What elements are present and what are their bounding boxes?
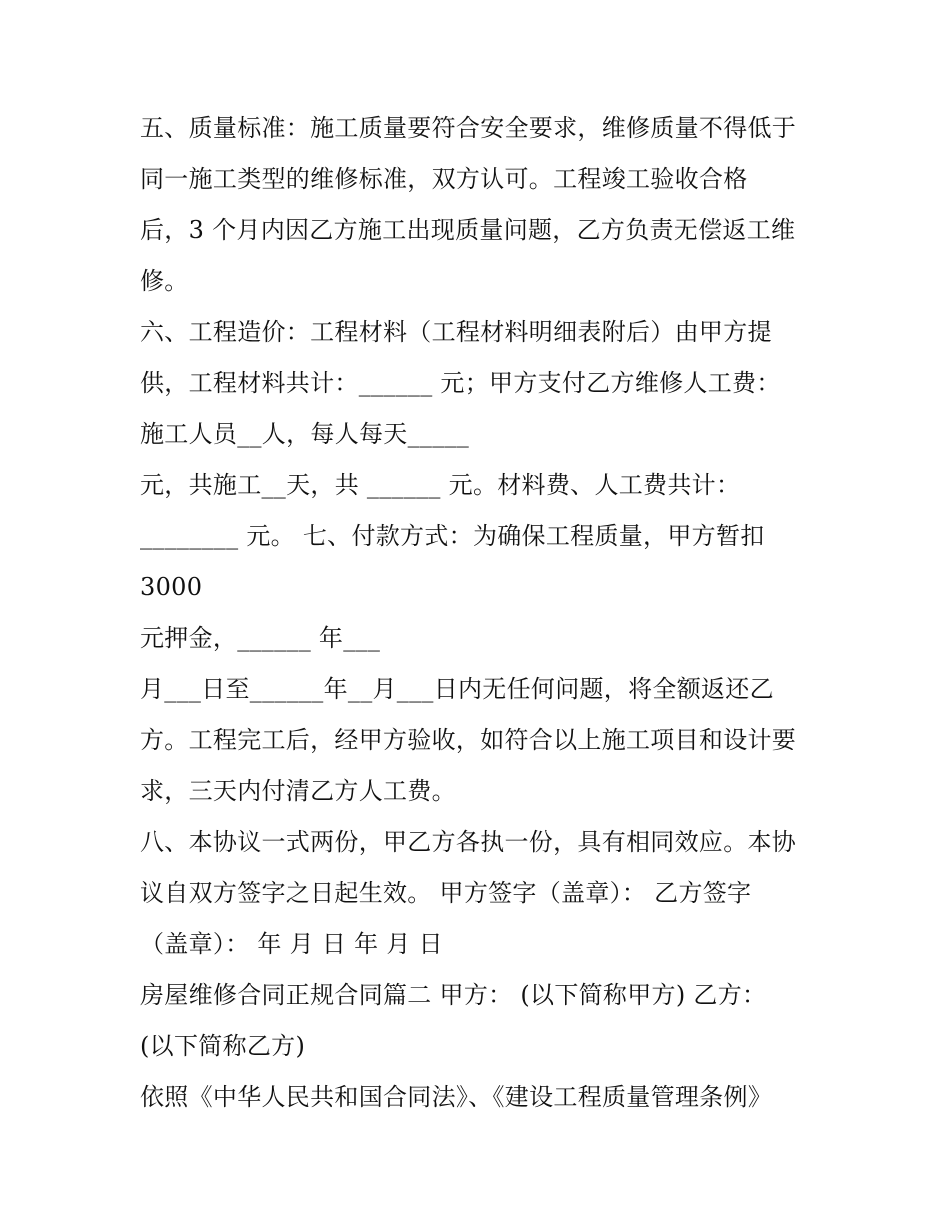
text-line: 依照《中华人民共和国合同法》、《建设工程质量管理条例》 [140,1083,773,1111]
text-line: 3000 [140,573,203,601]
text-line: 六、工程造价：工程材料（工程材料明细表附后）由甲方提 [140,318,772,346]
text-line: 求，三天内付清乙方人工费。 [140,777,456,805]
text-line: 施工人员__人，每人每天_____ [140,420,470,448]
text-line: (以下简称乙方) [140,1032,306,1060]
text-line: （盖章）： 年 月 日 年 月 日 [140,930,443,958]
text-line: 修。 [140,267,189,295]
text-line: ________ 元。 七、付款方式：为确保工程质量，甲方暂扣 [140,522,765,550]
text-line: 元押金，______ 年___ [140,624,381,652]
text-line: 八、本协议一式两份，甲乙方各执一份，具有相同效应。本协 [140,828,797,856]
text-line: 供，工程材料共计：______ 元；甲方支付乙方维修人工费： [140,369,781,397]
document-body [140,103,830,1123]
text-line: 五、质量标准：施工质量要符合安全要求，维修质量不得低于 [140,114,797,142]
text-line: 同一施工类型的维修标准，双方认可。工程竣工验收合格 [140,165,748,193]
text-line: 元，共施工__天，共 ______ 元。材料费、人工费共计： [140,471,741,499]
text-line: 议自双方签字之日起生效。 甲方签字（盖章）： 乙方签字 [140,879,752,907]
text-line: 后，3 个月内因乙方施工出现质量问题，乙方负责无偿返工维 [140,216,796,244]
text-line: 方。工程完工后，经甲方验收，如符合以上施工项目和设计要 [140,726,797,754]
text-line: 房屋维修合同正规合同篇二 甲方： (以下简称甲方) 乙方： [140,981,767,1009]
text-line: 月___日至______年__月___日内无任何问题，将全额返还乙 [140,675,774,703]
